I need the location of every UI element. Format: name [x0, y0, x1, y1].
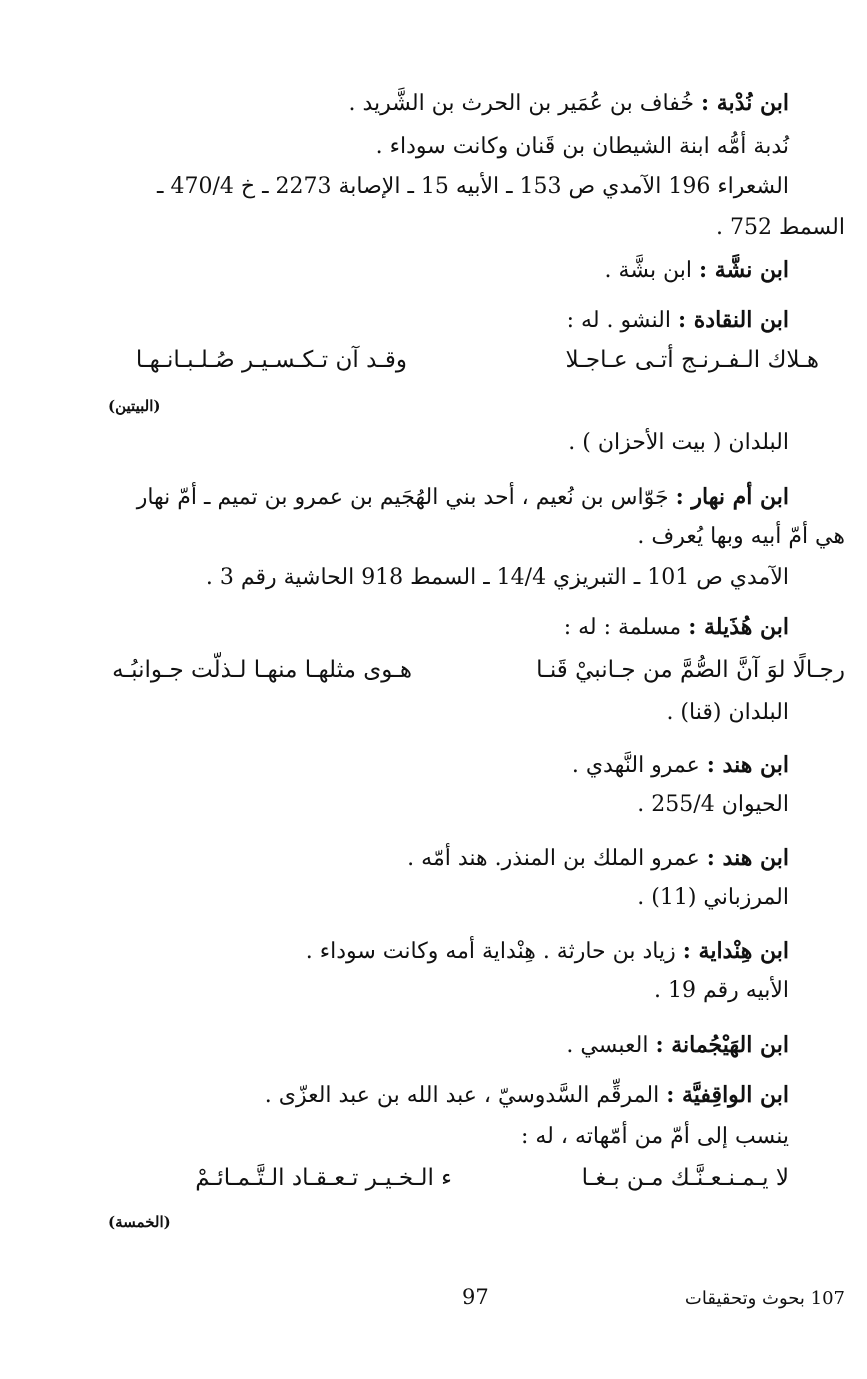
entry-heading: ابن الواقِفيَّة : [666, 1082, 789, 1108]
entry-text: خُفاف بن عُمَير بن الحرث بن الشَّريد . [348, 91, 701, 116]
entry-heading: ابن هند : [706, 752, 789, 778]
entry-reference: الأبيه رقم 19 . [654, 978, 789, 1003]
entry-text: عمرو النَّهدي . [571, 753, 707, 778]
entry-text: المرقِّم السَّدوسيّ ، عبد الله بن عبد العزّى . [264, 1083, 667, 1108]
verse-first-hemistich: هـلاك الـفـرنـج أتـى عـاجـلا [565, 347, 819, 373]
entry-heading: ابن أم نهار : [675, 484, 789, 510]
verse-note: (الخمسة) [108, 1213, 171, 1231]
entry-line [348, 88, 789, 119]
entry-text: مسلمة : له : [563, 615, 689, 640]
verse-first-hemistich: رجـالًا لوَ آنَّ الصُّمَّ من جـانبيْ قَنـا [536, 657, 845, 683]
verse-note: (البيتين) [108, 397, 161, 415]
entry-text: ابن بشَّة . [604, 258, 700, 283]
entry-line [265, 1080, 789, 1111]
entry-text: زياد بن حارثة . هِنْداية أمه وكانت سوداء . [305, 939, 683, 964]
entry-line [572, 750, 789, 781]
entry-reference: الشعراء 196 الآمدي ص 153 ـ الأبيه 15 ـ الإصابة 2273 ـ خ 470/4 ـ [157, 174, 789, 199]
entry-reference: السمط 752 . [715, 215, 845, 240]
running-title: 107 بحوث وتحقيقات [684, 1288, 845, 1309]
verse-second-hemistich: ء الـخـيـر تـعـقـاد الـتَّـمـائـمْ [195, 1165, 452, 1191]
entry-reference: الآمدي ص 101 ـ التبريزي 14/4 ـ السمط 918 الحاشية رقم 3 . [205, 565, 789, 590]
entry-line [566, 1030, 789, 1061]
entry-reference: الحيوان 255/4 . [637, 792, 789, 817]
entry-reference: البلدان ( بيت الأحزان ) . [568, 430, 789, 455]
entry-line [564, 612, 789, 643]
page-number: 97 [462, 1285, 489, 1309]
entry-text: النشو . له : [566, 308, 678, 333]
entry-text: العبسي . [566, 1033, 656, 1058]
entry-reference: البلدان (قنا) . [666, 700, 789, 725]
entry-heading: ابن النقادة : [677, 307, 789, 333]
verse-first-hemistich: لا يـمـنـعـنَّـك مـن بـغـا [581, 1165, 789, 1191]
entry-line [567, 305, 789, 336]
entry-heading: ابن نشَّة : [699, 257, 789, 283]
entry-line [407, 843, 789, 874]
verse-second-hemistich: هـوى مثلهـا منهـا لـذلّت جـوانبُـه [112, 657, 412, 683]
entry-heading: ابن نُدْبة : [700, 90, 789, 116]
entry-line: ينسب إلى أمّ من أمّهاته ، له : [520, 1124, 789, 1149]
entry-reference: المرزباني (11) . [637, 885, 789, 910]
entry-heading: ابن هند : [706, 845, 789, 871]
entry-text: عمرو الملك بن المنذر. هند أمّه . [407, 846, 707, 871]
entry-heading: ابن هُذَيلة : [688, 614, 789, 640]
entry-line: نُدبة أمُّه ابنة الشيطان بن قَنان وكانت سوداء . [375, 134, 789, 159]
entry-line [605, 255, 789, 286]
entry-text: جَوّاس بن نُعيم ، أحد بني الهُجَيم بن عمرو بن تميم ـ أمّ نهار [136, 485, 676, 510]
entry-line [137, 482, 789, 513]
entry-line: هي أمّ أبيه وبها يُعرف . [637, 524, 845, 549]
entry-heading: ابن الهَيْجُمانة : [655, 1032, 789, 1058]
verse-second-hemistich: وقـد آن تـكـسـيـر صُـلـبـانـهـا [135, 347, 407, 373]
entry-line [306, 936, 789, 967]
entry-heading: ابن هِنْداية : [682, 938, 789, 964]
